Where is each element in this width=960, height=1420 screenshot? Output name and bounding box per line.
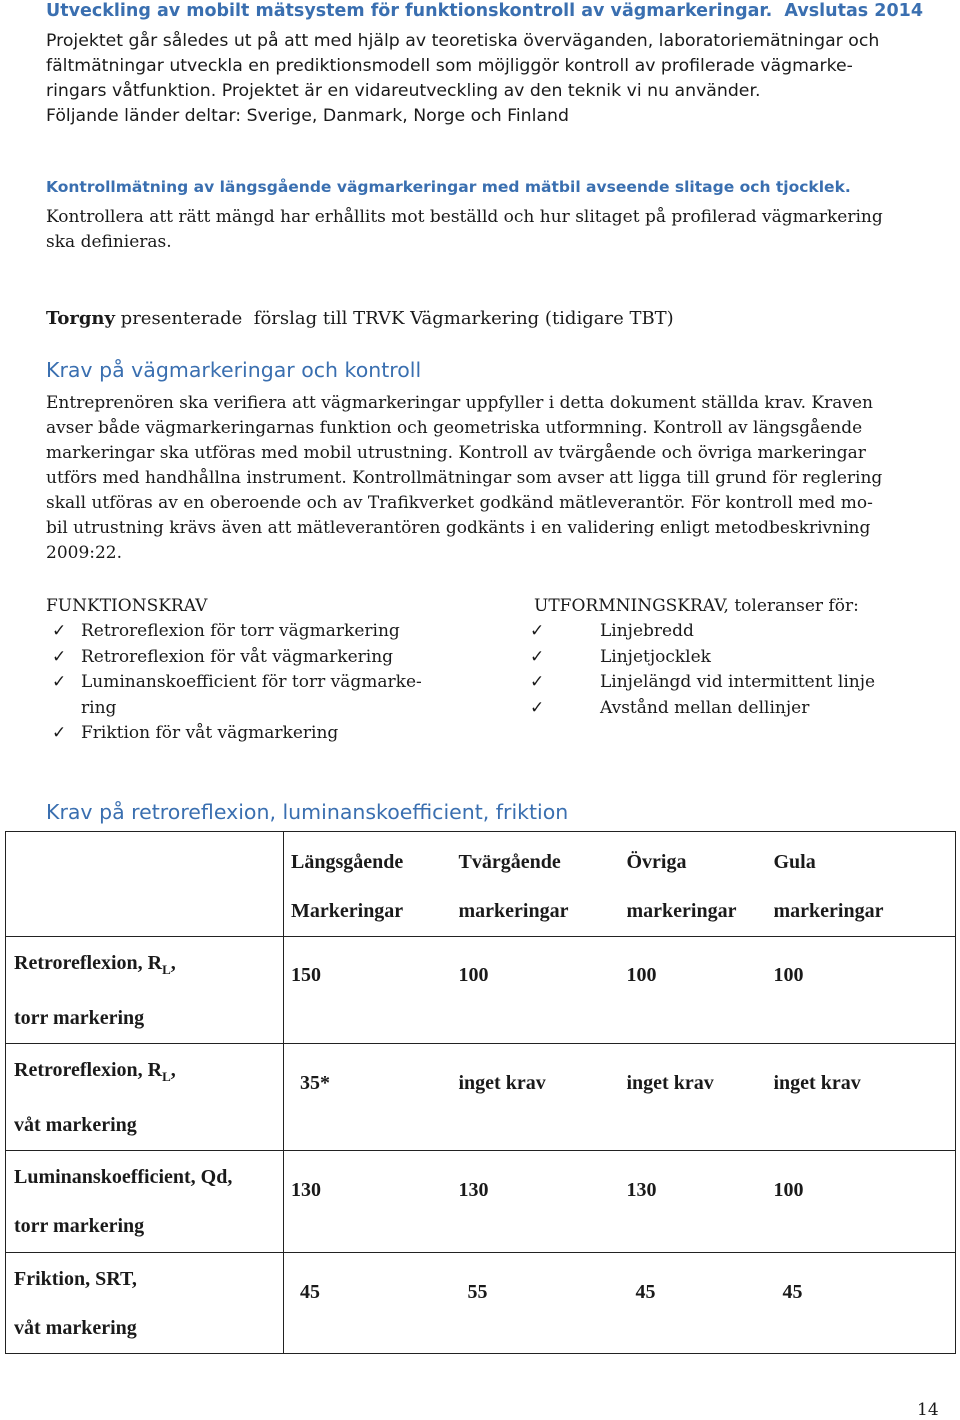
project-line: fältmätningar utveckla en prediktionsmodell som möjliggör kontroll av profilerade vägmarke- xyxy=(46,56,853,76)
utformningskrav-heading: UTFORMNINGSKRAV, toleranser för: xyxy=(534,596,859,616)
funktionskrav-item xyxy=(46,721,476,747)
value-text: inget krav xyxy=(773,1072,861,1094)
header-line: Markeringar xyxy=(291,900,404,922)
krav-heading: Krav på vägmarkeringar och kontroll xyxy=(46,358,422,382)
value-text: 45 xyxy=(635,1281,656,1303)
value-cell xyxy=(452,1044,620,1151)
value-cell xyxy=(774,1253,956,1354)
row-label-end: , xyxy=(170,1059,176,1081)
header-cell xyxy=(774,832,956,937)
item-label: Linjebredd xyxy=(600,621,694,641)
project-line-part: Projektet är en vidareutveckling av den teknik vi nu använder. xyxy=(221,81,761,101)
row-label-cell xyxy=(6,1253,284,1354)
row-label-sub: L xyxy=(162,1069,171,1084)
krav-line: avser både vägmarkeringarnas funktion och geometriska utformning. Kontroll av längsgående xyxy=(46,418,863,438)
value-text: 130 xyxy=(291,1179,321,1201)
check-icon: ✓ xyxy=(530,672,545,692)
value-cell xyxy=(620,937,774,1044)
utformningskrav-block xyxy=(530,594,950,721)
header-line: Gula xyxy=(773,851,816,873)
value-cell xyxy=(284,1253,452,1354)
value-text: 130 xyxy=(458,1179,489,1201)
project-paragraph xyxy=(46,29,879,129)
value-text: 100 xyxy=(773,964,804,986)
header-line: Tvärgående xyxy=(458,851,561,873)
item-label: Linjetjocklek xyxy=(600,646,711,667)
value-cell xyxy=(452,937,620,1044)
value-text: inget krav xyxy=(458,1072,546,1094)
value-text: 100 xyxy=(458,964,489,986)
row-label-text: Retroreflexion, R xyxy=(14,1059,163,1081)
header-line: Övriga xyxy=(626,851,687,873)
torgny-name: Torgny xyxy=(46,308,115,329)
row-label-cell xyxy=(6,1151,284,1253)
table-row xyxy=(6,1044,956,1151)
value-text: 100 xyxy=(773,1179,804,1201)
project-line: Följande länder deltar: Sverige, Danmark, Norge och Finland xyxy=(46,106,569,126)
utformningskrav-item xyxy=(530,670,950,696)
requirements-table xyxy=(5,831,956,1354)
value-cell xyxy=(774,1151,956,1253)
row-label-line xyxy=(14,1153,283,1202)
project-status: Avslutas 2014 xyxy=(784,1,923,21)
funktionskrav-item xyxy=(46,670,476,721)
item-label-cont: ring xyxy=(81,697,117,718)
krav-line: Entreprenören ska verifiera att vägmarkeringar uppfyller i detta dokument ställda krav. Kraven xyxy=(46,393,873,413)
row-label-line xyxy=(14,1255,283,1304)
check-icon: ✓ xyxy=(52,646,67,667)
row-label-end: , xyxy=(170,952,176,974)
utformningskrav-item xyxy=(530,696,950,722)
kontroll-paragraph xyxy=(46,205,883,255)
kontroll-line: ska definieras. xyxy=(46,232,172,252)
utformningskrav-item xyxy=(530,645,950,671)
torgny-line xyxy=(46,306,674,331)
value-text: inget krav xyxy=(626,1072,714,1094)
value-text: 130 xyxy=(626,1179,657,1201)
kontroll-line: Kontrollera att rätt mängd har erhållits mot beställd och hur slitaget på profilerad vägmarkering xyxy=(46,207,883,227)
table-heading: Krav på retroreflexion, luminanskoefficient, friktion xyxy=(46,800,569,824)
value-cell xyxy=(620,1253,774,1354)
value-cell xyxy=(284,1151,452,1253)
table-row xyxy=(6,937,956,1044)
row-label-cell xyxy=(6,937,284,1044)
item-label: Avstånd mellan dellinjer xyxy=(600,697,810,718)
row-label-line xyxy=(14,939,283,994)
krav-line: markeringar ska utföras med mobil utrustning. Kontroll av tvärgående och övriga markeringar xyxy=(46,443,866,463)
krav-line: 2009:22. xyxy=(46,543,123,563)
project-title: Utveckling av mobilt mätsystem för funktionskontroll av vägmarkeringar. xyxy=(46,1,773,21)
header-line: markeringar xyxy=(773,900,884,922)
project-line: Projektet går således ut på att med hjälp av teoretiska överväganden, laboratoriemätningar och xyxy=(46,31,880,51)
row-label-text: Luminanskoefficient, Qd, xyxy=(14,1166,233,1188)
table-row xyxy=(6,1253,956,1354)
row-label-sub: L xyxy=(162,962,171,977)
value-cell xyxy=(284,1044,452,1151)
krav-line: skall utföras av en oberoende och av Trafikverket godkänd mätleverantör. För kontroll med mo- xyxy=(46,493,873,513)
row-label-line: torr markering xyxy=(14,1215,145,1237)
header-line: markeringar xyxy=(458,900,569,922)
table-header-row xyxy=(6,832,956,937)
check-icon: ✓ xyxy=(52,621,67,641)
row-label-line xyxy=(14,1046,283,1101)
krav-line: bil utrustning krävs även att mätleverantören godkänts i en validering enligt metodbeskrivning xyxy=(46,518,871,538)
value-cell xyxy=(774,1044,956,1151)
item-label: Linjelängd vid intermittent linje xyxy=(600,672,876,692)
row-label-line: torr markering xyxy=(14,1007,145,1029)
row-label-line: våt markering xyxy=(14,1317,137,1339)
value-text: 45 xyxy=(300,1281,320,1303)
project-line-part: ringars våtfunktion. xyxy=(46,81,217,101)
item-label: Friktion för våt vägmarkering xyxy=(81,723,339,743)
header-cell xyxy=(452,832,620,937)
funktionskrav-heading: FUNKTIONSKRAV xyxy=(46,596,208,616)
item-label: Retroreflexion för våt vägmarkering xyxy=(81,646,394,667)
value-text: 35* xyxy=(300,1072,330,1094)
value-cell xyxy=(620,1044,774,1151)
funktionskrav-item xyxy=(46,619,476,645)
project-title-line xyxy=(46,0,923,22)
row-label-line: våt markering xyxy=(14,1114,137,1136)
value-text: 150 xyxy=(291,964,321,986)
page-number: 14 xyxy=(917,1400,939,1420)
krav-line: utförs med handhållna instrument. Kontrollmätningar som avser att ligga till grund för reglering xyxy=(46,468,883,488)
kontroll-title: Kontrollmätning av längsgående vägmarkeringar med mätbil avseende slitage och tjocklek. xyxy=(46,178,851,196)
check-icon: ✓ xyxy=(530,646,545,667)
row-label-text: Friktion, SRT, xyxy=(14,1268,137,1290)
value-text: 45 xyxy=(782,1281,803,1303)
project-line xyxy=(46,79,879,104)
check-icon: ✓ xyxy=(530,621,545,641)
row-label-cell xyxy=(6,1044,284,1151)
header-cell xyxy=(620,832,774,937)
value-cell xyxy=(620,1151,774,1253)
utformningskrav-item xyxy=(530,619,950,645)
header-cell xyxy=(284,832,452,937)
value-cell xyxy=(774,937,956,1044)
item-label: Retroreflexion för torr vägmarkering xyxy=(81,621,400,641)
funktionskrav-list xyxy=(46,619,476,747)
table-row xyxy=(6,1151,956,1253)
funktionskrav-block xyxy=(46,594,476,747)
krav-paragraph xyxy=(46,391,882,566)
value-text: 100 xyxy=(626,964,657,986)
check-icon: ✓ xyxy=(530,697,545,718)
funktionskrav-item xyxy=(46,645,476,671)
check-icon: ✓ xyxy=(52,672,67,692)
item-label: Luminanskoefficient för torr vägmarke- xyxy=(81,672,422,692)
value-cell xyxy=(452,1253,620,1354)
table-corner-cell xyxy=(6,832,284,937)
value-text: 55 xyxy=(467,1281,488,1303)
header-line: markeringar xyxy=(626,900,737,922)
torgny-rest: presenterade förslag till TRVK Vägmarkering (tidigare TBT) xyxy=(114,308,674,329)
check-icon: ✓ xyxy=(52,723,67,743)
row-label-text: Retroreflexion, R xyxy=(14,952,163,974)
header-line: Längsgående xyxy=(291,851,404,873)
value-cell xyxy=(284,937,452,1044)
value-cell xyxy=(452,1151,620,1253)
utformningskrav-list xyxy=(530,619,950,721)
